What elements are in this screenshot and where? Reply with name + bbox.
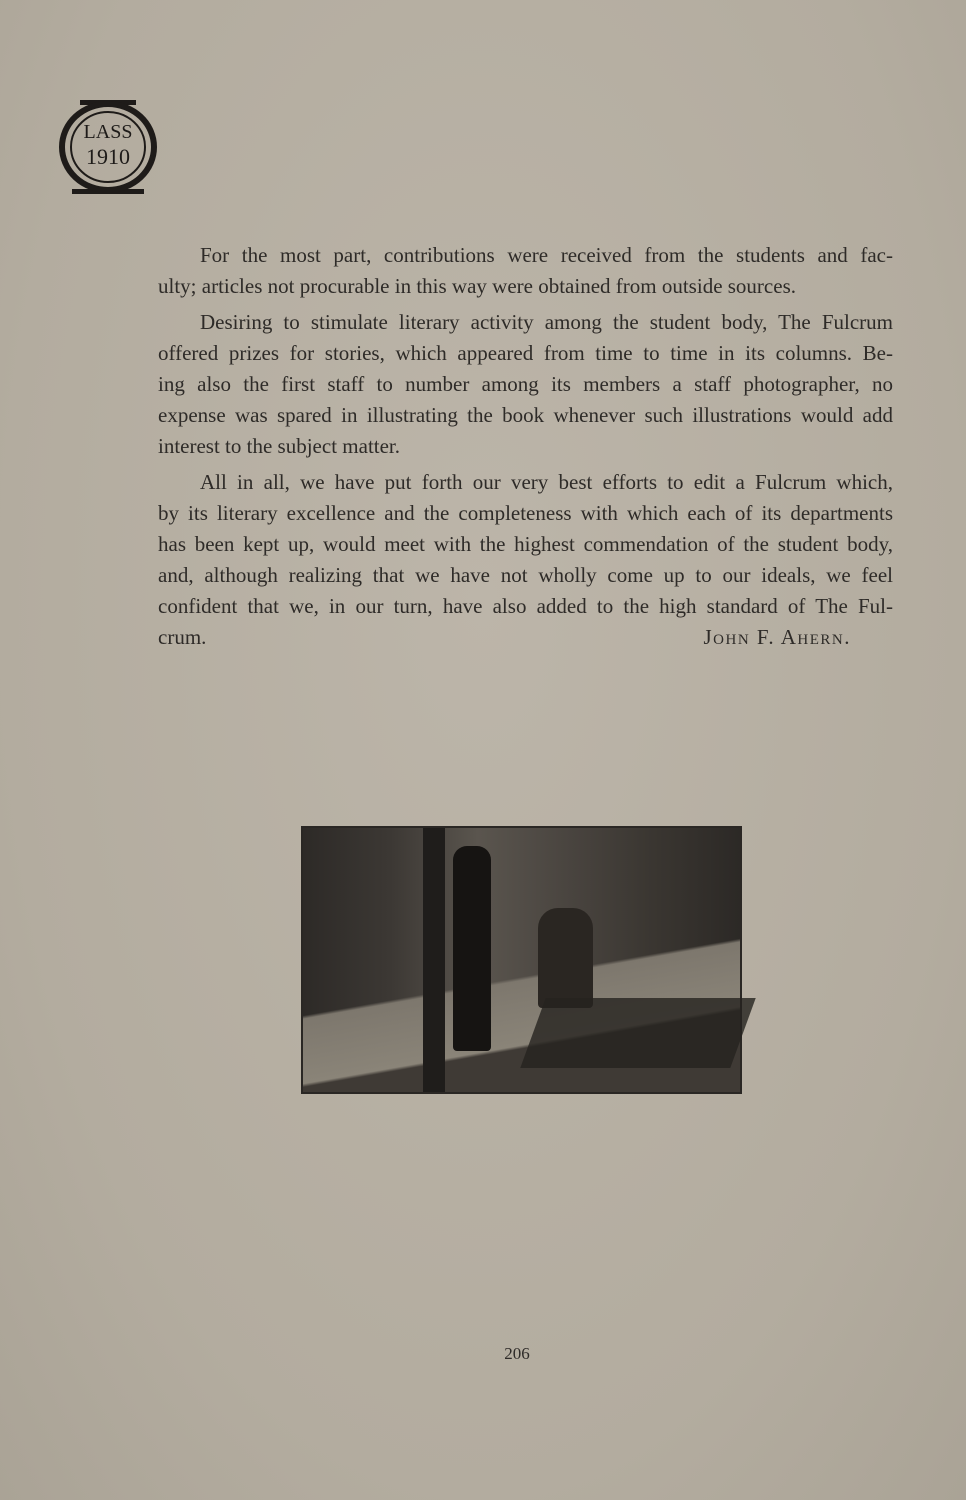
paragraph-3 — [158, 467, 893, 653]
text-line: interest to the subject matter. — [158, 434, 401, 458]
text-line: and, although realizing that we have not wholly come up to our ideals, we feel — [158, 563, 893, 587]
svg-text:LASS: LASS — [83, 121, 133, 143]
photo-shadow — [520, 998, 755, 1068]
photo-standing-man — [453, 846, 491, 1051]
svg-text:1910: 1910 — [86, 144, 130, 169]
page-number: 206 — [504, 1344, 530, 1363]
photo-worker — [538, 908, 593, 1008]
text-line: ulty; articles not procurable in this way were obtained from outside sources. — [158, 274, 796, 298]
text-line: ing also the first staff to number among its members a staff photographer, no — [158, 372, 893, 396]
class-1910-logo — [58, 98, 158, 196]
text-line: Desiring to stimulate literary activity among the student body, The Fulcrum — [200, 310, 893, 334]
text-line: confident that we, in our turn, have also added to the high standard of The Ful- — [158, 594, 893, 618]
text-line: has been kept up, would meet with the highest commendation of the student body, — [158, 532, 893, 556]
body-text — [158, 240, 893, 658]
photo-lamp-post — [423, 828, 445, 1092]
text-fragment: crum. — [158, 625, 207, 649]
text-line: by its literary excellence and the completeness with which each of its departments — [158, 501, 893, 525]
text-line: offered prizes for stories, which appeared from time to time in its columns. Be- — [158, 341, 893, 365]
paragraph-2 — [158, 307, 893, 462]
closing-line — [158, 622, 893, 653]
signature: John F. Ahern. — [703, 625, 851, 649]
photograph-street-workers — [301, 826, 742, 1094]
text-line: expense was spared in illustrating the book whenever such illustrations would add — [158, 403, 893, 427]
paragraph-1 — [158, 240, 893, 302]
text-line: All in all, we have put forth our very best efforts to edit a Fulcrum which, — [200, 470, 893, 494]
text-line: For the most part, contributions were received from the students and fac- — [200, 243, 893, 267]
